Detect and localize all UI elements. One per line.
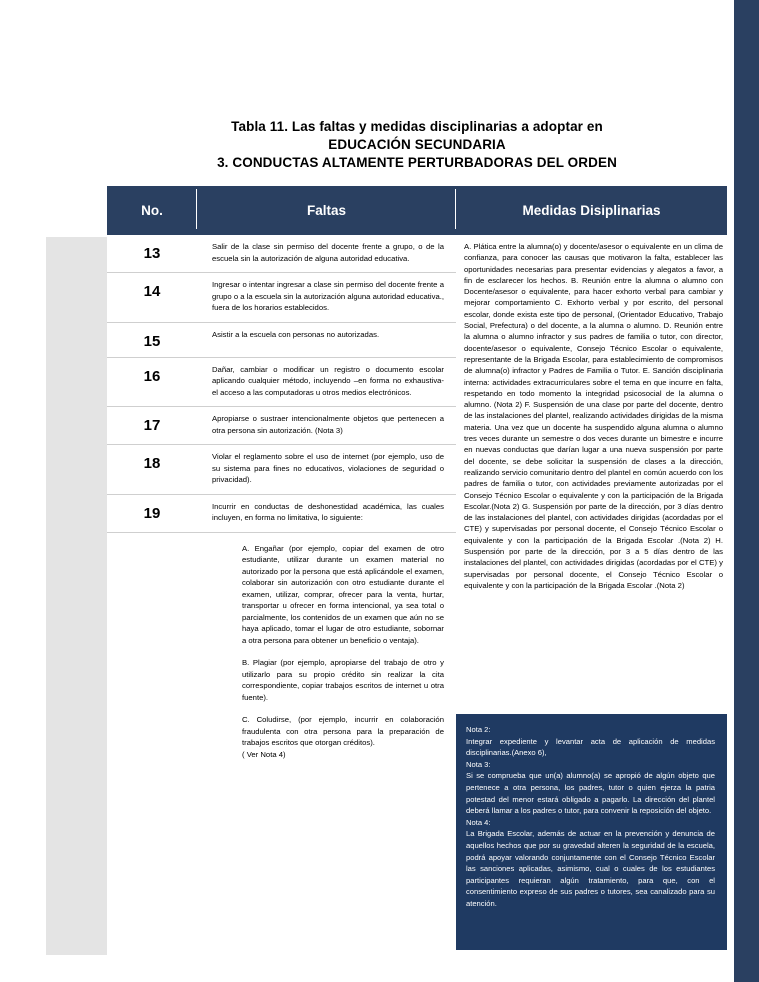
note-2-body: Integrar expediente y levantar acta de aplicación de medidas disciplinarias.(Anexo 6), xyxy=(466,736,715,758)
note-4-body: La Brigada Escolar, además de actuar en la prevención y denuncia de aquellos hechos que por su gravedad alteren la seguridad de la escuela, podrá apoyar valorando conjuntamente con el Consejo Técnico Escolar las sanciones aplicadas, asimismo, cual o cuales de los estudiantes participantes requieran algún tratamiento, para que, con el consentimiento expreso de sus padres o tutores, sea canalizado para su atención. xyxy=(466,829,715,908)
column-header-faltas-label: Faltas xyxy=(306,203,347,218)
row-number: 13 xyxy=(143,245,161,262)
row-falta-text: Ingresar o intentar ingresar a clase sin permiso del docente frente a grupo o a la escuela sin la autorización alguna autoridad educativa., fuera de los horarios establecidos. xyxy=(212,280,444,312)
table-row xyxy=(107,273,456,323)
falta-subitem-a: A. Engañar (por ejemplo, copiar del examen de otro estudiante, utilizar durante un examen material no autorizado por la persona que está aplicándole el examen, colaborar sin autorización con otro estudiante durante el examen, utilizar, comprar, ofrecer para la venta, hurtar, transportar u ofrecer en forma intencional, ya sea total o parcialmente, los contenidos de un examen que aún no se haya aplicado, tomar el lugar de otro estudiante, sobornar a otra persona para obtener un beneficio o ventaja). xyxy=(242,543,444,645)
note-2-label: Nota 2: xyxy=(466,725,491,734)
note-3-label: Nota 3: xyxy=(466,759,491,769)
title-line-2: EDUCACIÓN SECUNDARIA xyxy=(328,137,506,152)
table-row xyxy=(107,358,456,408)
page-title xyxy=(107,118,727,172)
title-line-1: Tabla 11. Las faltas y medidas disciplinarias a adoptar en xyxy=(231,119,603,134)
row-falta-text: Dañar, cambiar o modificar un registro o documento escolar aplicando cualquier método, incluyendo –en forma no exhaustiva- el acceso a las computadoras u otros medios electrónicos. xyxy=(212,364,444,397)
row-falta-text: Asistir a la escuela con personas no autorizadas. xyxy=(212,329,380,339)
row-number: 15 xyxy=(143,332,161,350)
column-header-medidas-label: Medidas Disiplinarias xyxy=(522,203,661,218)
falta-subitem-c-note-ref: ( Ver Nota 4) xyxy=(242,749,286,759)
row-falta-text: Salir de la clase sin permiso del docente frente a grupo, o de la escuela sin la autorización de alguna autoridad educativa. xyxy=(212,242,444,263)
row-falta-text: Incurrir en conductas de deshonestidad académica, las cuales incluyen, en forma no limitativa, lo siguiente: xyxy=(212,501,444,522)
row-number: 18 xyxy=(143,455,161,472)
falta-subitem-c xyxy=(242,714,444,760)
note-4-label: Nota 4: xyxy=(466,817,491,827)
row-number: 19 xyxy=(143,504,161,522)
column-header-no xyxy=(107,203,197,218)
title-line-3: 3. CONDUCTAS ALTAMENTE PERTURBADORAS DEL ORDEN xyxy=(217,155,617,170)
table-row xyxy=(107,445,456,495)
table-right-pane xyxy=(456,235,727,591)
column-header-medidas xyxy=(456,203,727,218)
table-row xyxy=(107,235,456,273)
row-number: 16 xyxy=(143,367,161,385)
table-body xyxy=(107,235,727,760)
column-header-no-label: No. xyxy=(141,203,163,218)
table-left-pane xyxy=(107,235,456,760)
medidas-disciplinarias-text: A. Plática entre la alumna(o) y docente/asesor o equivalente en un clima de confianza, para conocer las causas que motivaron la falta, establecer las oportunidades necesarias para presentar evidencias y alegatos a favor, a fin de esclarecer los hechos. B. Reunión entre la alumna o alumno con Docente/asesor o equivalente, para hacer exhorto verbal para cambiar y mejorar comportamiento C. Exhorto verbal y por escrito, del personal escolar, donde exista este tipo de personal, (Orientador Educativo, Trabajo Social, Prefectura) o del docente, a la alumna o alumno. D. Reunión entre la alumna o alumno infractor y sus padres de familia o tutor, con director, docente/asesor o equivalente, Consejo Técnico Escolar o equivalente, representante de la Brigada Escolar, para establecimiento de compromisos de alumna(o) infractor y Padres de Familia o Tutor. E. Sanción disciplinaria interna: actividades extracurriculares sobre el tema en que incurre en falta, respetando en todo momento la integridad psicosocial de la alumna o alumno. (Nota 2) F. Suspensión de una clase por parte del docente, dentro de las instalaciones del plantel, realizando actividades dirigidas de la misma materia. Una vez que un docente ha suspendido alguna alumna o alumno tres veces durante un semestre o dos veces durante un bimestre e incurre en nuevas conductas que darían lugar a una nueva suspensión por parte del docente, se debe solicitar la suspensión de clases a la dirección, realizando servicio comunitario dentro del plantel en común acuerdo con los padres de familia o tutor, con actividades previamente autorizadas por el Consejo Técnico Escolar o equivalente y con la participación de la Brigada Escolar.(Nota 2) G. Suspensión por parte de la dirección, por 3 días dentro de las instalaciones del plantel, con actividades dirigidas (acordadas por el CTE) y supervisadas por personal docente, el Consejo Técnico Escolar o equivalente y con la participación de la Brigada Escolar .(Nota 2) H. Suspensión por parte de la dirección, por 3 a 5 días dentro de las instalaciones del plantel, con actividades dirigidas (acordadas por el CTE) y supervisadas por personal docente, el Consejo Técnico Escolar o equivalente y con la participación de la Brigada Escolar .(Nota 2) xyxy=(464,242,723,590)
note-3-body: Si se comprueba que un(a) alumno(a) se apropió de algún objeto que pertenece a otra persona, los padres, tutor o quien ejerza la patria potestad del menor estará obligado a pagarlo. La dirección del plantel deberá llamar a los padres o tutor, para convenir la reposición del objeto. xyxy=(466,771,715,816)
row-number: 17 xyxy=(143,417,161,434)
table-row xyxy=(107,407,456,445)
page-left-gray-band xyxy=(46,237,107,955)
row-number: 14 xyxy=(143,283,161,300)
falta-subitem-c-text: C. Coludirse, (por ejemplo, incurrir en colaboración fraudulenta con otra persona para la preparación de trabajos escritos que otorgan créditos). xyxy=(242,715,444,747)
row-falta-text: Apropiarse o sustraer intencionalmente objetos que pertenecen a otra persona sin autorización. (Nota 3) xyxy=(212,414,444,435)
column-header-faltas xyxy=(197,203,456,218)
table-header-row xyxy=(107,186,727,235)
disciplinary-measures-table xyxy=(107,186,727,760)
page-right-accent-band xyxy=(734,0,759,982)
falta-subitem-list xyxy=(107,533,456,761)
falta-subitem-b: B. Plagiar (por ejemplo, apropiarse del trabajo de otro y utilizarlo para su propio crédito sin realizar la cita correspondiente, copiar trabajos escritos de internet u otra fuente). xyxy=(242,658,444,702)
table-row xyxy=(107,323,456,358)
notes-panel xyxy=(456,714,727,950)
table-row xyxy=(107,495,456,533)
row-falta-text: Violar el reglamento sobre el uso de internet (por ejemplo, uso de su sistema para fines no educativos, violaciones de seguridad o privacidad). xyxy=(212,452,444,484)
